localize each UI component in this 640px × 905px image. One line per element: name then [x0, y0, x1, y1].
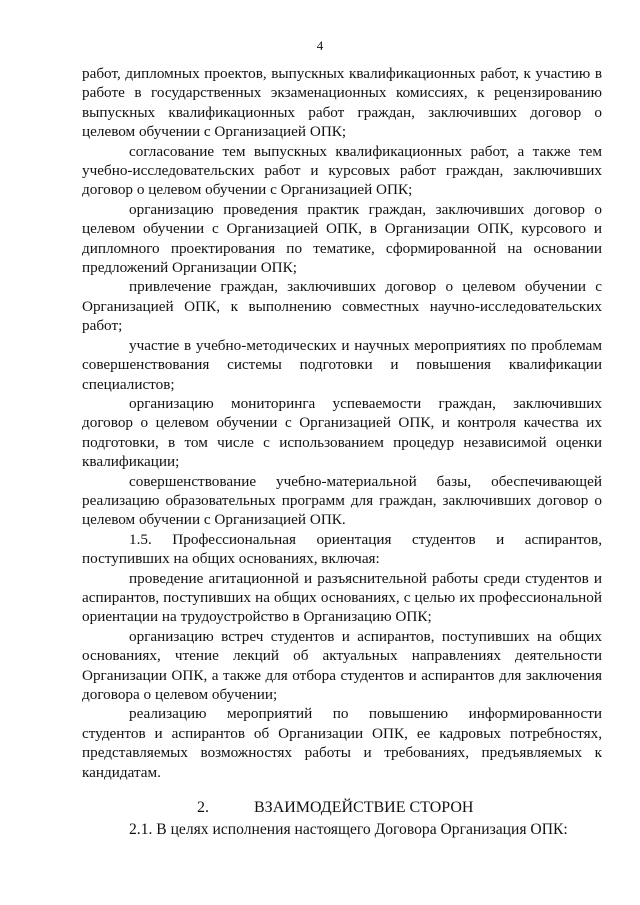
paragraph-material-base: совершенствование учебно-материальной базы, обеспечивающей реализацию образовательных программ для граждан, заключивших договор о целевом обучении с Организацией ОПК.: [82, 472, 602, 529]
section-number: 2.: [197, 799, 209, 817]
section-title: ВЗАИМОДЕЙСТВИЕ СТОРОН: [254, 799, 474, 817]
paragraph-research-involvement: привлечение граждан, заключивших договор о целевом обучении с Организацией ОПК, к выполнению совместных научно-исследовательских работ;: [82, 278, 602, 335]
page-number: 4: [316, 38, 324, 53]
paragraph-performance-monitoring: организацию мониторинга успеваемости граждан, заключивших договор о целевом обучении с Организацией ОПК, и контроля качества их подготовки, в том числе с использованием процедур независимой оценки квалификации;: [82, 394, 602, 471]
paragraph-methodical-events: участие в учебно-методических и научных мероприятиях по проблемам совершенствования системы подготовки и повышения квалификации специалистов;: [82, 336, 602, 393]
paragraph-awareness-events: реализацию мероприятий по повышению информированности студентов и аспирантов об Организации ОПК, ее кадровых потребностях, представляемых возможностях работы и требованиях, предъявляемых к кандидатам.: [82, 705, 602, 781]
clause-2-1: 2.1. В целях исполнения настоящего Договора Организация ОПК:: [129, 821, 568, 839]
section-heading: [82, 797, 602, 819]
paragraph-clause-1-5: 1.5. Профессиональная ориентация студентов и аспирантов, поступивших на общих основаниях, включая:: [82, 530, 602, 568]
paragraph-agitation-work: проведение агитационной и разъяснительной работы среди студентов и аспирантов, поступивших на общих основаниях, с целью их профессиональной ориентации на трудоустройство в Организацию ОПК;: [82, 569, 602, 626]
paragraph-student-meetings: организацию встреч студентов и аспирантов, поступивших на общих основаниях, чтение лекций об актуальных направлениях деятельности Организации ОПК, а также для отбора студентов и аспирантов для заключения договора о целевом обучении;: [82, 627, 602, 703]
paragraph-continuation: работ, дипломных проектов, выпускных квалификационных работ, к участию в работе в государственных экзаменационных комиссиях, к рецензированию выпускных квалификационных работ граждан, заключивших договор о целевом обучении с Организацией ОПК;: [82, 65, 602, 141]
paragraph-topics-agreement: согласование тем выпускных квалификационных работ, а также тем учебно-исследовательских работ и курсовых работ граждан, заключивших договор о целевом обучении с Организацией ОПК;: [82, 142, 602, 199]
paragraph-practice-organization: организацию проведения практик граждан, заключивших договор о целевом обучении с Организацией ОПК, в Организации ОПК, курсового и дипломного проектирования по тематике, сформированной на основании предложений Организации ОПК;: [82, 200, 602, 277]
document-body: [82, 64, 602, 841]
